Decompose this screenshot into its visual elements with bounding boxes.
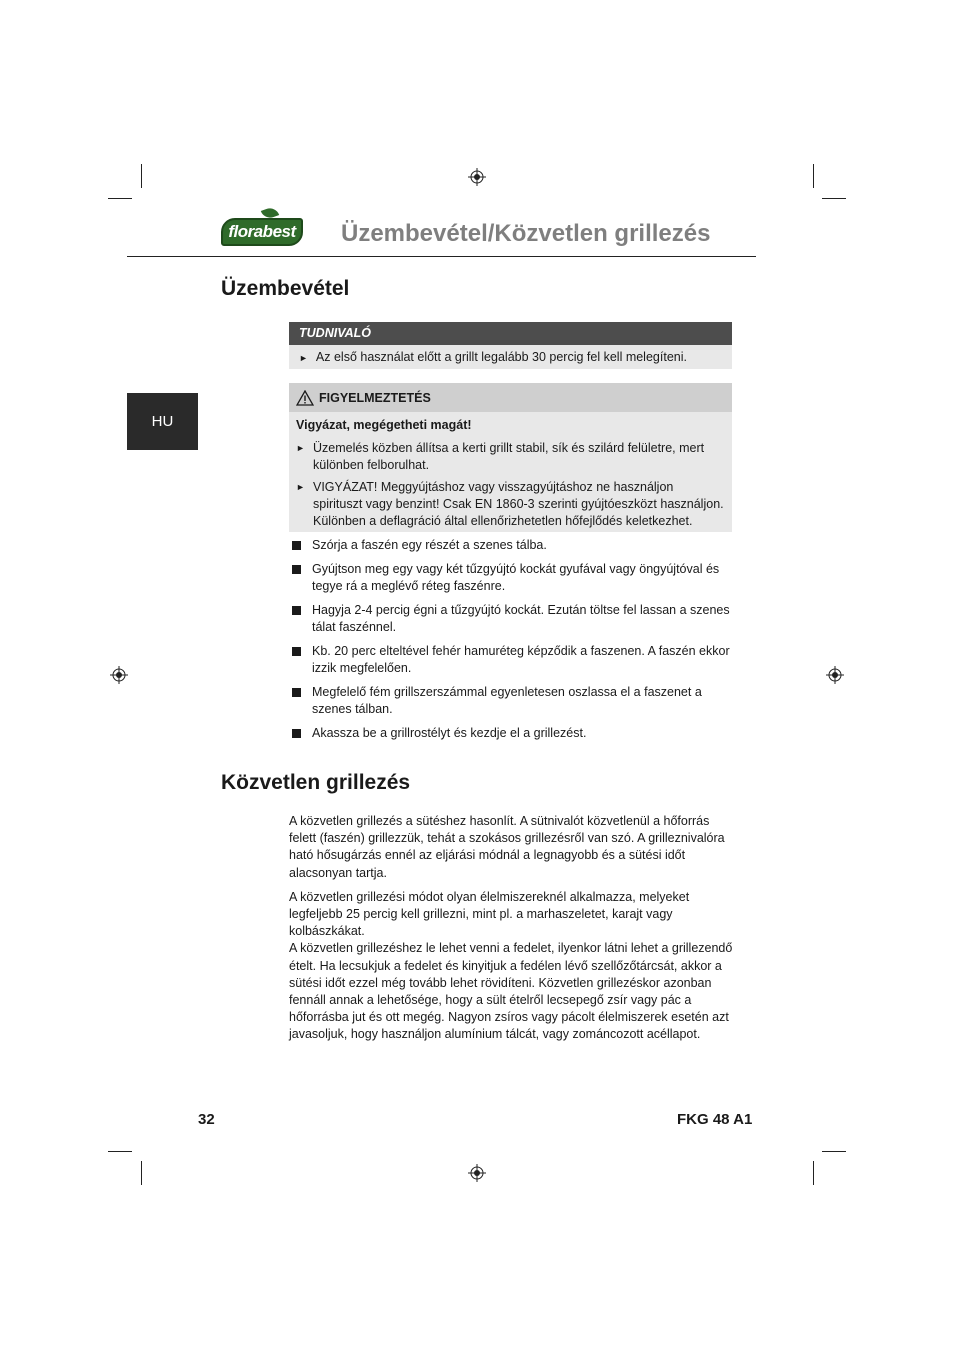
section-body: [289, 813, 735, 1051]
warning-item: [289, 479, 732, 530]
list-item: [292, 602, 732, 636]
warning-box: [289, 383, 732, 532]
warning-item-text: VIGYÁZAT! Meggyújtáshoz vagy visszagyújtáshoz ne használjon spirituszt vagy benzint! Csak EN 1860-3 szerinti gyújtóeszközt használjon. Különben a deflagráció által ellenőrizhetetlen hőfejlődés keletkezhet.: [313, 480, 724, 528]
model-number: FKG 48 A1: [677, 1111, 753, 1128]
warning-header: [289, 383, 732, 412]
bullet-square-icon: [292, 647, 301, 656]
paragraph: A közvetlen grillezési módot olyan élelmiszereknél alkalmazza, melyeket legfeljebb 25 percig kell grillezni, mint pl. a marhaszeletet, karajt vagy kolbászkákat.: [289, 889, 690, 939]
warning-triangle-icon: [296, 390, 314, 406]
registration-mark-icon: [468, 1164, 486, 1182]
crop-mark: [108, 198, 132, 199]
bullet-square-icon: [292, 688, 301, 697]
note-item: [289, 345, 732, 369]
bullet-square-icon: [292, 606, 301, 615]
warning-heading: FIGYELMEZTETÉS: [319, 390, 431, 405]
note-box: [289, 322, 732, 369]
bullet-square-icon: [292, 565, 301, 574]
list-item: [292, 684, 732, 718]
language-tab: HU: [127, 393, 198, 450]
section-title-uzembevetel: Üzembevétel: [221, 277, 350, 300]
crop-mark: [141, 1161, 142, 1185]
crop-mark: [813, 1161, 814, 1185]
arrow-icon: ►: [296, 482, 305, 492]
crop-mark: [822, 1151, 846, 1152]
note-heading: TUDNIVALÓ: [289, 322, 732, 345]
arrow-icon: ►: [299, 353, 308, 363]
page-number: 32: [198, 1111, 215, 1128]
list-item: [292, 725, 732, 742]
crop-mark: [141, 164, 142, 188]
paragraph: A közvetlen grillezés a sütéshez hasonlít. A sütnivalót közvetlenül a hőforrás felett (faszén) grillezzük, tehát a szokásos grillezésről van szó. A grilleznivalóra ható hősugárzás ennél az eljárási módnál a legnagyobb és a sütési időt alacsonyan tartja.: [289, 814, 725, 880]
list-item: [292, 537, 732, 554]
registration-mark-icon: [468, 168, 486, 186]
list-item: [292, 561, 732, 595]
list-item: [292, 643, 732, 677]
bullet-square-icon: [292, 541, 301, 550]
arrow-icon: ►: [296, 443, 305, 453]
warning-item: [289, 440, 732, 474]
step-text: Akassza be a grillrostélyt és kezdje el a grillezést.: [312, 726, 587, 740]
step-list: [292, 537, 732, 749]
step-text: Szórja a faszén egy részét a szenes tálba.: [312, 538, 547, 552]
step-text: Megfelelő fém grillszerszámmal egyenletesen oszlassa el a faszenet a szenes tálban.: [312, 685, 702, 716]
crop-mark: [108, 1151, 132, 1152]
bullet-square-icon: [292, 729, 301, 738]
paragraph: A közvetlen grillezéshez le lehet venni a fedelet, ilyenkor látni lehet a grillezendő ételt. Ha lecsukjuk a fedelet és kinyitjuk a fedélen lévő szellőzőtárcsát, akkor a sütési időt ezzel még tovább lehet rövidíteni. Közvetlen grillezéskor azonban fennáll annak a lehetősége, hogy a sült ételről lecsepegő zsír vagy pác a hőforrásba jut és ott megég. Nagyon zsíros vagy pácolt élelmiszerek esetén azt javasoljuk, hogy használjon alumínium tálcát, vagy zománcozott acéllapot.: [289, 941, 733, 1042]
warning-subheading: Vigyázat, megégetheti magát!: [296, 418, 472, 432]
section-title-kozvetlen-grillezes: Közvetlen grillezés: [221, 771, 411, 794]
note-text: Az első használat előtt a grillt legalább 30 percig fel kell melegíteni.: [315, 350, 687, 364]
registration-mark-icon: [826, 666, 844, 684]
header-divider: [127, 256, 756, 257]
crop-mark: [813, 164, 814, 188]
crop-mark: [822, 198, 846, 199]
step-text: Kb. 20 perc elteltével fehér hamuréteg képződik a faszenen. A faszén ekkor izzik megfelelően.: [312, 644, 730, 675]
registration-mark-icon: [110, 666, 128, 684]
warning-item-text: Üzemelés közben állítsa a kerti grillt stabil, sík és szilárd felületre, mert különben felborulhat.: [313, 441, 705, 472]
step-text: Gyújtson meg egy vagy két tűzgyújtó kockát gyufával vagy öngyújtóval és tegye rá a meglévő réteg faszénre.: [312, 562, 720, 593]
brand-logo: florabest: [221, 218, 303, 246]
page-title: Üzembevétel/Közvetlen grillezés: [341, 220, 711, 247]
step-text: Hagyja 2-4 percig égni a tűzgyújtó kockát. Ezután töltse fel lassan a szenes tálat faszénnel.: [312, 603, 730, 634]
